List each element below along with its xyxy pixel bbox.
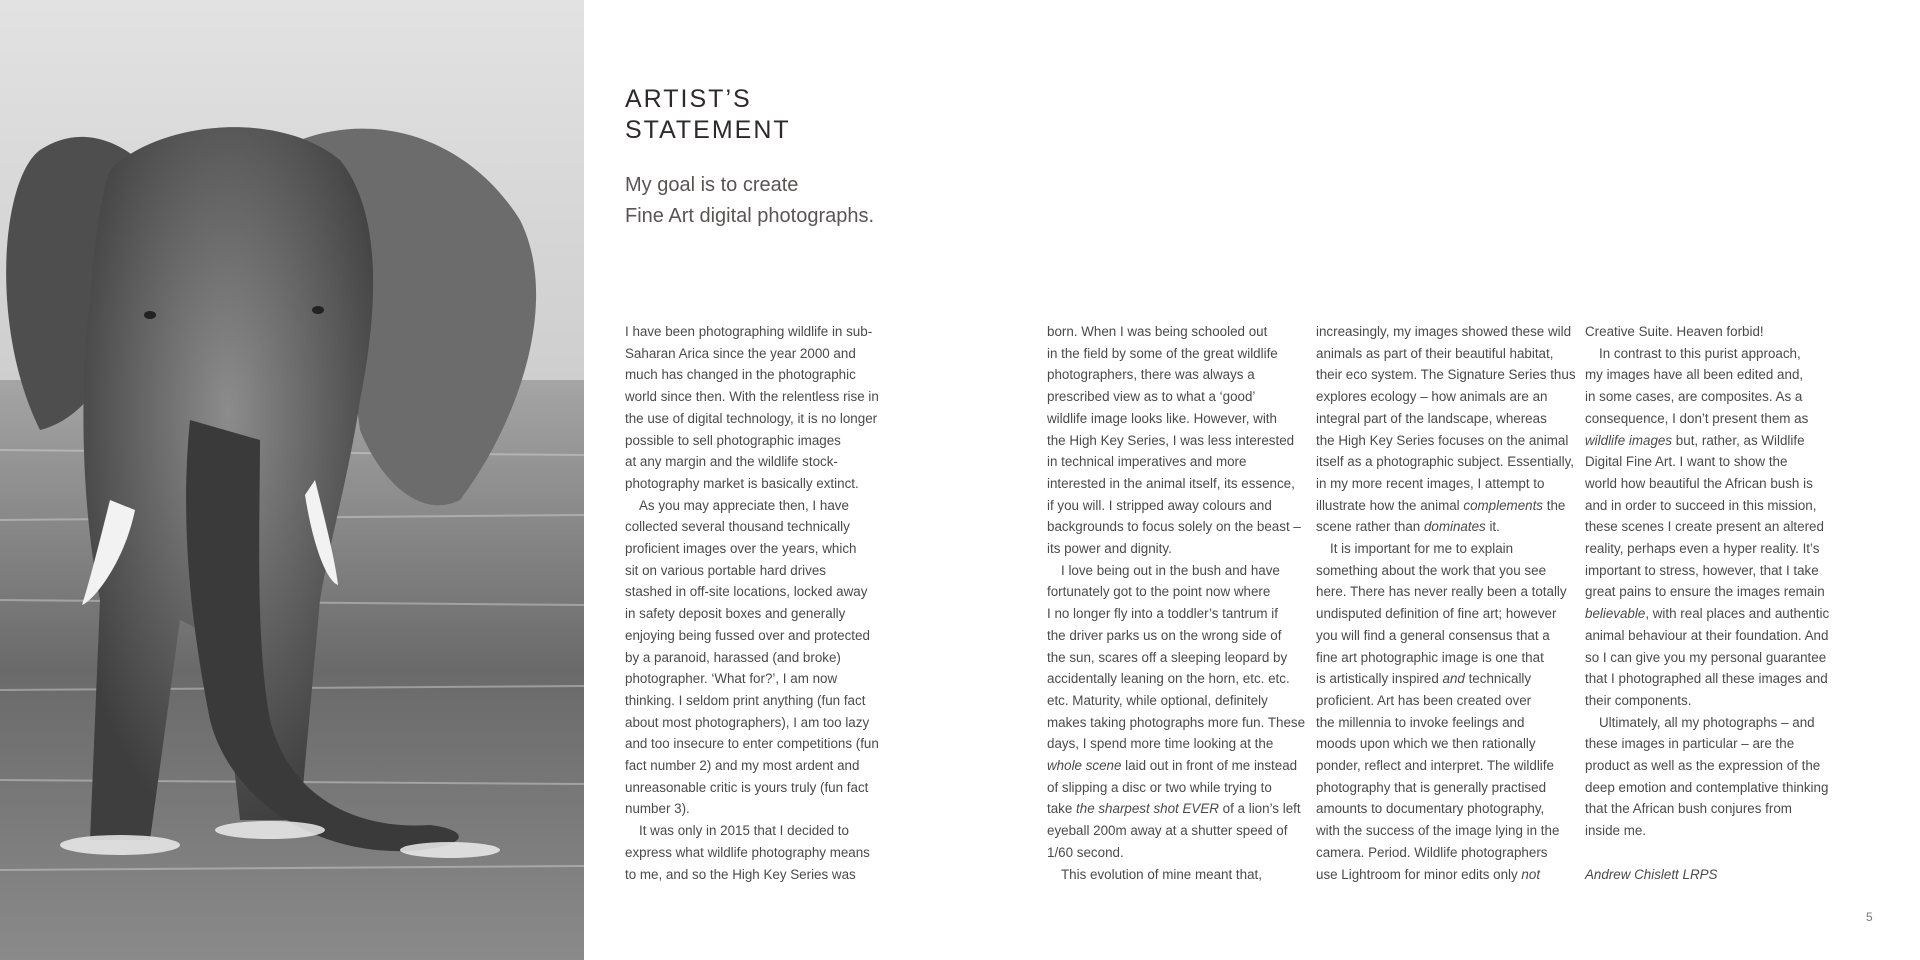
text-line: born. When I was being schooled out (1047, 324, 1268, 339)
text-line: stashed in off-site locations, locked away (625, 584, 868, 600)
text-line: photographer. ‘What for?’, I am now (625, 671, 838, 687)
text-line: Digital Fine Art. I want to show the (1585, 454, 1788, 470)
text-line: the sun, scares off a sleeping leopard by (1047, 649, 1288, 665)
text-line: integral part of the landscape, whereas (1316, 410, 1547, 426)
text-line: in my more recent images, I attempt to (1316, 475, 1545, 491)
text-line: ponder, reflect and interpret. The wildlife (1316, 758, 1554, 774)
text-column-2 (1047, 321, 1309, 885)
text-line: reality, perhaps even a hyper reality. It’s (1585, 541, 1820, 557)
text-line: animals as part of their beautiful habitat, (1316, 345, 1554, 361)
elephant-photo (0, 0, 584, 960)
text-line: believable, with real places and authentic (1585, 606, 1830, 622)
text-line: Creative Suite. Heaven forbid! (1585, 324, 1764, 339)
text-line: of slipping a disc or two while trying to (1047, 779, 1272, 795)
text-line: possible to sell photographic images (625, 432, 841, 448)
text-line: in some cases, are composites. As a (1585, 389, 1803, 405)
text-line (1585, 864, 1847, 886)
text-line: the High Key Series focuses on the animal (1316, 432, 1569, 448)
text-line: unreasonable critic is yours truly (fun fact (625, 779, 869, 795)
text-line: etc. Maturity, while optional, definitely (1047, 692, 1268, 708)
text-line: use Lightroom for minor edits only not (1316, 866, 1541, 882)
subtitle (625, 170, 874, 232)
text-line: is artistically inspired and technically (1316, 671, 1532, 687)
text-line: enjoying being fussed over and protected (625, 627, 870, 643)
text-line: undisputed definition of fine art; however (1316, 606, 1557, 622)
emphasis-text: the sharpest shot EVER (1076, 801, 1219, 817)
text-line: This evolution of mine meant that, (1061, 866, 1262, 882)
text-line: these images in particular – are the (1585, 736, 1795, 752)
text-line: their eco system. The Signature Series thus (1316, 367, 1576, 383)
text-line: I love being out in the bush and have (1061, 562, 1280, 578)
text-line: inside me. (1585, 823, 1647, 839)
text-line: animal behaviour at their foundation. And (1585, 627, 1829, 643)
text-line: amounts to documentary photography, (1316, 801, 1545, 817)
text-line: fact number 2) and my most ardent and (625, 758, 860, 774)
text-column-3 (1316, 321, 1578, 885)
text-line: if you will. I stripped away colours and (1047, 497, 1272, 513)
heading-line-1: ARTIST’S (625, 85, 752, 113)
emphasis-text: Andrew Chislett LRPS (1585, 866, 1718, 882)
emphasis-text: wildlife images (1585, 432, 1673, 448)
text-line: and in order to succeed in this mission, (1585, 497, 1817, 513)
emphasis-text: whole scene (1047, 758, 1122, 774)
text-line: world since then. With the relentless rise in (625, 389, 879, 405)
text-line: sit on various portable hard drives (625, 562, 826, 578)
text-line: collected several thousand technically (625, 519, 850, 535)
text-line: In contrast to this purist approach, (1599, 345, 1801, 361)
text-line: important to stress, however, that I take (1585, 562, 1819, 578)
text-line: As you may appreciate then, I have (639, 497, 849, 513)
text-line: great pains to ensure the images remain (1585, 584, 1825, 600)
text-line: the millennia to invoke feelings and (1316, 714, 1525, 730)
text-column-1 (625, 321, 887, 885)
text-line: world how beautiful the African bush is (1585, 475, 1813, 491)
text-line: its power and dignity. (1047, 541, 1172, 557)
text-line: increasingly, my images showed these wild (1316, 324, 1572, 339)
text-line: the use of digital technology, it is no longer (625, 410, 878, 426)
subtitle-line-1: My goal is to create (625, 174, 799, 196)
heading-line-2: STATEMENT (625, 116, 791, 144)
text-line: explores ecology – how animals are an (1316, 389, 1548, 405)
text-line: consequence, I don’t present them as (1585, 410, 1809, 426)
text-line: you will find a general consensus that a (1316, 627, 1550, 643)
text-line: prescribed view as to what a ‘good’ (1047, 389, 1256, 405)
text-line: backgrounds to focus solely on the beast – (1047, 519, 1301, 535)
text-line: in technical imperatives and more (1047, 454, 1247, 470)
emphasis-text: and (1442, 671, 1465, 687)
text-line: proficient images over the years, which (625, 541, 857, 557)
text-line: take the sharpest shot EVER of a lion’s left (1047, 801, 1301, 817)
subtitle-line-2: Fine Art digital photographs. (625, 205, 875, 227)
page-number: 5 (1866, 910, 1873, 924)
text-line: It was only in 2015 that I decided to (639, 823, 849, 839)
text-line: product as well as the expression of the (1585, 758, 1821, 774)
emphasis-text: complements (1463, 497, 1544, 513)
text-line: scene rather than dominates it. (1316, 519, 1500, 535)
text-line: I no longer fly into a toddler’s tantrum if (1047, 606, 1278, 622)
text-line: photographers, there was always a (1047, 367, 1255, 383)
text-line: at any margin and the wildlife stock- (625, 454, 838, 470)
text-line: photography that is generally practised (1316, 779, 1547, 795)
text-line: by a paranoid, harassed (and broke) (625, 649, 841, 665)
text-line (1585, 842, 1847, 864)
text-line: wildlife images but, rather, as Wildlife (1585, 432, 1805, 448)
emphasis-text: dominates (1423, 519, 1486, 535)
text-line: 1/60 second. (1047, 844, 1124, 860)
text-line: with the success of the image lying in the (1316, 823, 1560, 839)
text-line: their components. (1585, 692, 1692, 708)
text-line: I have been photographing wildlife in sub- (625, 324, 873, 339)
text-line: fine art photographic image is one that (1316, 649, 1544, 665)
text-line: number 3). (625, 801, 690, 817)
text-line: camera. Period. Wildlife photographers (1316, 844, 1548, 860)
text-line: that the African bush conjures from (1585, 801, 1792, 817)
emphasis-text: believable (1585, 606, 1646, 622)
text-line: wildlife image looks like. However, with (1047, 410, 1277, 426)
text-line: in safety deposit boxes and generally (625, 606, 846, 622)
text-line: that I photographed all these images and (1585, 671, 1828, 687)
text-line: these scenes I create present an altered (1585, 519, 1824, 535)
text-line: and too insecure to enter competitions (fun (625, 736, 879, 752)
text-line: moods upon which we then rationally (1316, 736, 1536, 752)
emphasis-text: not (1521, 866, 1541, 882)
text-line: Saharan Arica since the year 2000 and (625, 345, 856, 361)
text-line: thinking. I seldom print anything (fun fact (625, 692, 866, 708)
text-line: here. There has never really been a totally (1316, 584, 1567, 600)
text-column-4 (1585, 321, 1847, 885)
text-line: to me, and so the High Key Series was (625, 866, 856, 882)
text-line: accidentally leaning on the horn, etc. etc. (1047, 671, 1290, 687)
page-heading (625, 84, 791, 146)
text-line: the High Key Series, I was less interested (1047, 432, 1295, 448)
text-line: Ultimately, all my photographs – and (1599, 714, 1815, 730)
text-line: express what wildlife photography means (625, 844, 870, 860)
text-line: about most photographers), I am too lazy (625, 714, 870, 730)
text-line: something about the work that you see (1316, 562, 1547, 578)
text-line: my images have all been edited and, (1585, 367, 1804, 383)
text-line: the driver parks us on the wrong side of (1047, 627, 1282, 643)
text-line: illustrate how the animal complements the (1316, 497, 1566, 513)
text-line: much has changed in the photographic (625, 367, 856, 383)
text-line: interested in the animal itself, its essence, (1047, 475, 1295, 491)
text-line: itself as a photographic subject. Essentially, (1316, 454, 1575, 470)
text-line: fortunately got to the point now where (1047, 584, 1271, 600)
text-line: eyeball 200m away at a shutter speed of (1047, 823, 1288, 839)
text-line: deep emotion and contemplative thinking (1585, 779, 1829, 795)
text-line: proficient. Art has been created over (1316, 692, 1532, 708)
elephant-image (0, 0, 584, 960)
text-line: so I can give you my personal guarantee (1585, 649, 1827, 665)
text-line: days, I spend more time looking at the (1047, 736, 1274, 752)
text-line: in the field by some of the great wildlife (1047, 345, 1278, 361)
text-line: It is important for me to explain (1330, 541, 1514, 557)
text-line: whole scene laid out in front of me instead (1047, 758, 1298, 774)
text-line: photography market is basically extinct. (625, 475, 859, 491)
text-line: makes taking photographs more fun. These (1047, 714, 1306, 730)
